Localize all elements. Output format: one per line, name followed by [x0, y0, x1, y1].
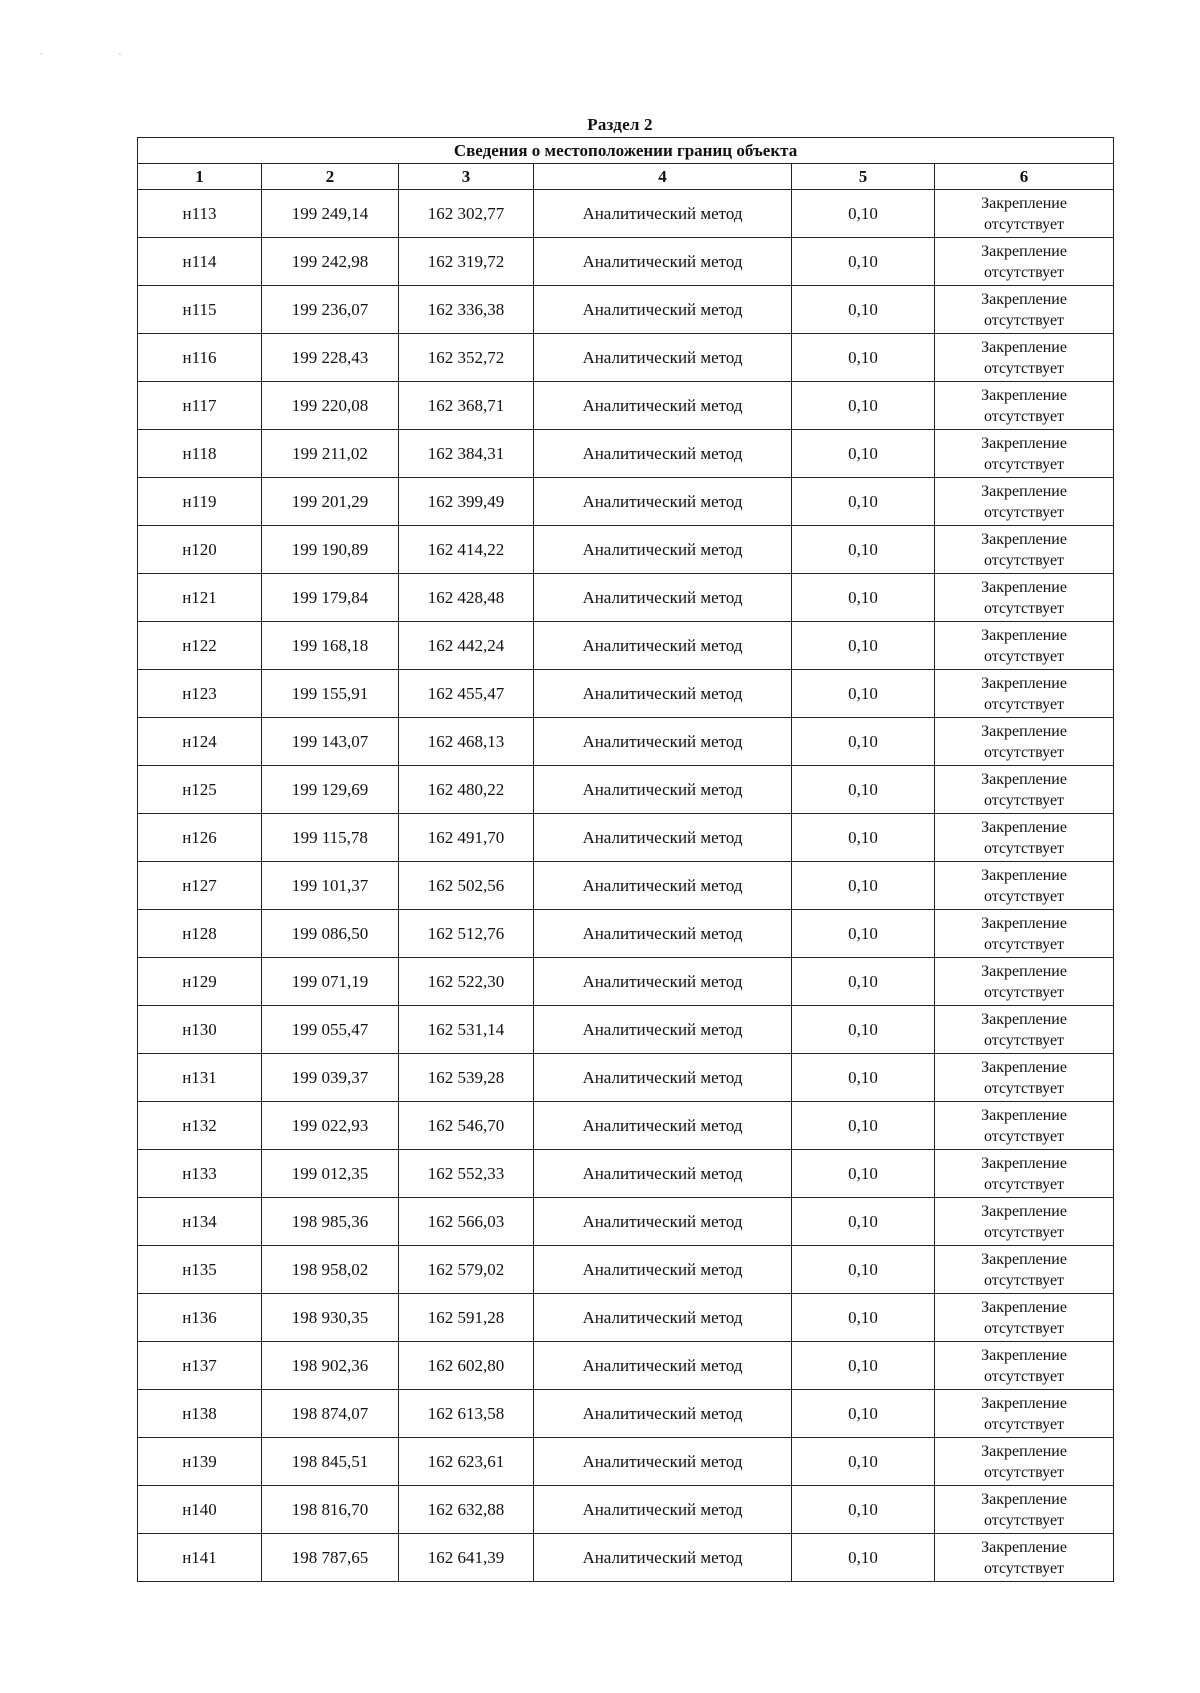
fixation-line2: отсутствует: [984, 1079, 1065, 1097]
point-id-cell: н119: [138, 478, 262, 526]
fixation-cell: [935, 478, 1114, 526]
fixation-line2: отсутствует: [984, 695, 1065, 713]
fixation-line1: Закрепление: [981, 530, 1067, 548]
fixation-line1: Закрепление: [981, 1442, 1067, 1460]
accuracy-cell: 0,10: [792, 1390, 935, 1438]
fixation-line2: отсутствует: [984, 1175, 1065, 1193]
fixation-line1: Закрепление: [981, 1010, 1067, 1028]
fixation-cell: [935, 1438, 1114, 1486]
table-caption: Сведения о местоположении границ объекта: [138, 138, 1114, 164]
fixation-line2: отсутствует: [984, 551, 1065, 569]
point-id-cell: н141: [138, 1534, 262, 1582]
x-coordinate-cell: 198 930,35: [262, 1294, 399, 1342]
accuracy-cell: 0,10: [792, 334, 935, 382]
y-coordinate-cell: 162 442,24: [399, 622, 534, 670]
x-coordinate-cell: 199 101,37: [262, 862, 399, 910]
table-row: [138, 1246, 1114, 1294]
fixation-line2: отсутствует: [984, 935, 1065, 953]
fixation-cell: [935, 814, 1114, 862]
x-coordinate-cell: 199 236,07: [262, 286, 399, 334]
point-id-cell: н116: [138, 334, 262, 382]
point-id-cell: н123: [138, 670, 262, 718]
fixation-cell: [935, 430, 1114, 478]
point-id-cell: н127: [138, 862, 262, 910]
x-coordinate-cell: 199 228,43: [262, 334, 399, 382]
table-row: [138, 1294, 1114, 1342]
method-cell: Аналитический метод: [534, 1102, 792, 1150]
fixation-line2: отсутствует: [984, 215, 1065, 233]
y-coordinate-cell: 162 602,80: [399, 1342, 534, 1390]
y-coordinate-cell: 162 552,33: [399, 1150, 534, 1198]
accuracy-cell: 0,10: [792, 1294, 935, 1342]
table-row: [138, 718, 1114, 766]
accuracy-cell: 0,10: [792, 478, 935, 526]
table-row: [138, 1006, 1114, 1054]
accuracy-cell: 0,10: [792, 670, 935, 718]
fixation-cell: [935, 1102, 1114, 1150]
table-row: [138, 1486, 1114, 1534]
table-row: [138, 334, 1114, 382]
x-coordinate-cell: 199 168,18: [262, 622, 399, 670]
fixation-line1: Закрепление: [981, 1346, 1067, 1364]
point-id-cell: н134: [138, 1198, 262, 1246]
y-coordinate-cell: 162 623,61: [399, 1438, 534, 1486]
fixation-line2: отсутствует: [984, 455, 1065, 473]
y-coordinate-cell: 162 384,31: [399, 430, 534, 478]
fixation-line2: отсутствует: [984, 1271, 1065, 1289]
table-row: [138, 478, 1114, 526]
accuracy-cell: 0,10: [792, 862, 935, 910]
fixation-line1: Закрепление: [981, 242, 1067, 260]
fixation-line2: отсутствует: [984, 887, 1065, 905]
accuracy-cell: 0,10: [792, 766, 935, 814]
point-id-cell: н120: [138, 526, 262, 574]
method-cell: Аналитический метод: [534, 1486, 792, 1534]
y-coordinate-cell: 162 531,14: [399, 1006, 534, 1054]
point-id-cell: н137: [138, 1342, 262, 1390]
fixation-line2: отсутствует: [984, 503, 1065, 521]
accuracy-cell: 0,10: [792, 1534, 935, 1582]
table-row: [138, 286, 1114, 334]
method-cell: Аналитический метод: [534, 718, 792, 766]
y-coordinate-cell: 162 455,47: [399, 670, 534, 718]
method-cell: Аналитический метод: [534, 670, 792, 718]
table-row: [138, 190, 1114, 238]
y-coordinate-cell: 162 632,88: [399, 1486, 534, 1534]
accuracy-cell: 0,10: [792, 286, 935, 334]
fixation-line2: отсутствует: [984, 407, 1065, 425]
fixation-cell: [935, 238, 1114, 286]
accuracy-cell: 0,10: [792, 718, 935, 766]
table-row: [138, 1150, 1114, 1198]
y-coordinate-cell: 162 302,77: [399, 190, 534, 238]
y-coordinate-cell: 162 502,56: [399, 862, 534, 910]
method-cell: Аналитический метод: [534, 814, 792, 862]
x-coordinate-cell: 199 129,69: [262, 766, 399, 814]
x-coordinate-cell: 198 902,36: [262, 1342, 399, 1390]
fixation-line1: Закрепление: [981, 1058, 1067, 1076]
fixation-cell: [935, 286, 1114, 334]
point-id-cell: н125: [138, 766, 262, 814]
fixation-line1: Закрепление: [981, 674, 1067, 692]
y-coordinate-cell: 162 566,03: [399, 1198, 534, 1246]
accuracy-cell: 0,10: [792, 1198, 935, 1246]
x-coordinate-cell: 199 039,37: [262, 1054, 399, 1102]
table-row: [138, 1390, 1114, 1438]
y-coordinate-cell: 162 522,30: [399, 958, 534, 1006]
method-cell: Аналитический метод: [534, 478, 792, 526]
x-coordinate-cell: 198 816,70: [262, 1486, 399, 1534]
method-cell: Аналитический метод: [534, 286, 792, 334]
x-coordinate-cell: 199 242,98: [262, 238, 399, 286]
accuracy-cell: 0,10: [792, 1246, 935, 1294]
method-cell: Аналитический метод: [534, 1534, 792, 1582]
accuracy-cell: 0,10: [792, 1150, 935, 1198]
point-id-cell: н121: [138, 574, 262, 622]
method-cell: Аналитический метод: [534, 1054, 792, 1102]
fixation-line1: Закрепление: [981, 194, 1067, 212]
method-cell: Аналитический метод: [534, 1438, 792, 1486]
accuracy-cell: 0,10: [792, 910, 935, 958]
fixation-line1: Закрепление: [981, 866, 1067, 884]
x-coordinate-cell: 198 958,02: [262, 1246, 399, 1294]
x-coordinate-cell: 199 155,91: [262, 670, 399, 718]
boundary-coordinates-table: [137, 137, 1114, 1582]
fixation-line2: отсутствует: [984, 263, 1065, 281]
fixation-line1: Закрепление: [981, 1538, 1067, 1556]
y-coordinate-cell: 162 579,02: [399, 1246, 534, 1294]
point-id-cell: н130: [138, 1006, 262, 1054]
x-coordinate-cell: 199 211,02: [262, 430, 399, 478]
accuracy-cell: 0,10: [792, 1438, 935, 1486]
fixation-line2: отсутствует: [984, 1415, 1065, 1433]
fixation-line1: Закрепление: [981, 338, 1067, 356]
x-coordinate-cell: 199 249,14: [262, 190, 399, 238]
point-id-cell: н117: [138, 382, 262, 430]
y-coordinate-cell: 162 368,71: [399, 382, 534, 430]
x-coordinate-cell: 199 071,19: [262, 958, 399, 1006]
fixation-line2: отсутствует: [984, 1031, 1065, 1049]
point-id-cell: н115: [138, 286, 262, 334]
point-id-cell: н133: [138, 1150, 262, 1198]
point-id-cell: н113: [138, 190, 262, 238]
method-cell: Аналитический метод: [534, 334, 792, 382]
point-id-cell: н135: [138, 1246, 262, 1294]
point-id-cell: н126: [138, 814, 262, 862]
accuracy-cell: 0,10: [792, 190, 935, 238]
y-coordinate-cell: 162 613,58: [399, 1390, 534, 1438]
column-number: 3: [399, 164, 534, 190]
fixation-line1: Закрепление: [981, 386, 1067, 404]
point-id-cell: н129: [138, 958, 262, 1006]
table-row: [138, 238, 1114, 286]
x-coordinate-cell: 199 022,93: [262, 1102, 399, 1150]
fixation-cell: [935, 670, 1114, 718]
fixation-cell: [935, 1342, 1114, 1390]
column-number: 5: [792, 164, 935, 190]
method-cell: Аналитический метод: [534, 1150, 792, 1198]
fixation-line2: отсутствует: [984, 1511, 1065, 1529]
method-cell: Аналитический метод: [534, 1294, 792, 1342]
table-row: [138, 1534, 1114, 1582]
method-cell: Аналитический метод: [534, 622, 792, 670]
x-coordinate-cell: 199 179,84: [262, 574, 399, 622]
x-coordinate-cell: 199 143,07: [262, 718, 399, 766]
y-coordinate-cell: 162 319,72: [399, 238, 534, 286]
accuracy-cell: 0,10: [792, 814, 935, 862]
fixation-line1: Закрепление: [981, 1202, 1067, 1220]
fixation-cell: [935, 526, 1114, 574]
fixation-line1: Закрепление: [981, 626, 1067, 644]
method-cell: Аналитический метод: [534, 1198, 792, 1246]
fixation-line1: Закрепление: [981, 1490, 1067, 1508]
method-cell: Аналитический метод: [534, 958, 792, 1006]
accuracy-cell: 0,10: [792, 1342, 935, 1390]
point-id-cell: н131: [138, 1054, 262, 1102]
fixation-cell: [935, 1054, 1114, 1102]
fixation-line2: отсутствует: [984, 1319, 1065, 1337]
fixation-line2: отсутствует: [984, 359, 1065, 377]
x-coordinate-cell: 199 086,50: [262, 910, 399, 958]
method-cell: Аналитический метод: [534, 190, 792, 238]
method-cell: Аналитический метод: [534, 430, 792, 478]
method-cell: Аналитический метод: [534, 766, 792, 814]
table-row: [138, 1438, 1114, 1486]
fixation-line2: отсутствует: [984, 1127, 1065, 1145]
accuracy-cell: 0,10: [792, 526, 935, 574]
fixation-cell: [935, 1246, 1114, 1294]
fixation-cell: [935, 1390, 1114, 1438]
method-cell: Аналитический метод: [534, 1006, 792, 1054]
x-coordinate-cell: 199 220,08: [262, 382, 399, 430]
fixation-line2: отсутствует: [984, 647, 1065, 665]
accuracy-cell: 0,10: [792, 382, 935, 430]
fixation-cell: [935, 1006, 1114, 1054]
method-cell: Аналитический метод: [534, 910, 792, 958]
fixation-line2: отсутствует: [984, 1223, 1065, 1241]
point-id-cell: н138: [138, 1390, 262, 1438]
accuracy-cell: 0,10: [792, 958, 935, 1006]
fixation-line2: отсутствует: [984, 1367, 1065, 1385]
table-row: [138, 766, 1114, 814]
fixation-cell: [935, 334, 1114, 382]
y-coordinate-cell: 162 539,28: [399, 1054, 534, 1102]
accuracy-cell: 0,10: [792, 238, 935, 286]
x-coordinate-cell: 198 845,51: [262, 1438, 399, 1486]
fixation-cell: [935, 1486, 1114, 1534]
fixation-line1: Закрепление: [981, 1394, 1067, 1412]
fixation-line1: Закрепление: [981, 482, 1067, 500]
accuracy-cell: 0,10: [792, 574, 935, 622]
table-row: [138, 670, 1114, 718]
table-row: [138, 1198, 1114, 1246]
point-id-cell: н136: [138, 1294, 262, 1342]
x-coordinate-cell: 199 201,29: [262, 478, 399, 526]
x-coordinate-cell: 198 787,65: [262, 1534, 399, 1582]
x-coordinate-cell: 198 985,36: [262, 1198, 399, 1246]
accuracy-cell: 0,10: [792, 430, 935, 478]
fixation-cell: [935, 574, 1114, 622]
fixation-cell: [935, 910, 1114, 958]
fixation-line2: отсутствует: [984, 983, 1065, 1001]
point-id-cell: н118: [138, 430, 262, 478]
fixation-line1: Закрепление: [981, 962, 1067, 980]
table-row: [138, 526, 1114, 574]
y-coordinate-cell: 162 428,48: [399, 574, 534, 622]
fixation-line1: Закрепление: [981, 578, 1067, 596]
fixation-line1: Закрепление: [981, 722, 1067, 740]
section-label: Раздел 2: [587, 115, 653, 134]
x-coordinate-cell: 199 190,89: [262, 526, 399, 574]
method-cell: Аналитический метод: [534, 238, 792, 286]
fixation-line1: Закрепление: [981, 818, 1067, 836]
y-coordinate-cell: 162 641,39: [399, 1534, 534, 1582]
method-cell: Аналитический метод: [534, 1246, 792, 1294]
column-number: 2: [262, 164, 399, 190]
accuracy-cell: 0,10: [792, 1102, 935, 1150]
table-body: [138, 190, 1114, 1582]
fixation-line2: отсутствует: [984, 1463, 1065, 1481]
accuracy-cell: 0,10: [792, 622, 935, 670]
method-cell: Аналитический метод: [534, 1342, 792, 1390]
table-row: [138, 1342, 1114, 1390]
y-coordinate-cell: 162 491,70: [399, 814, 534, 862]
fixation-line2: отсутствует: [984, 311, 1065, 329]
y-coordinate-cell: 162 468,13: [399, 718, 534, 766]
x-coordinate-cell: 198 874,07: [262, 1390, 399, 1438]
y-coordinate-cell: 162 591,28: [399, 1294, 534, 1342]
fixation-cell: [935, 1198, 1114, 1246]
scan-specks: · ·: [40, 50, 122, 59]
column-number: 4: [534, 164, 792, 190]
point-id-cell: н132: [138, 1102, 262, 1150]
fixation-cell: [935, 766, 1114, 814]
method-cell: Аналитический метод: [534, 862, 792, 910]
y-coordinate-cell: 162 352,72: [399, 334, 534, 382]
table-row: [138, 1102, 1114, 1150]
fixation-line1: Закрепление: [981, 290, 1067, 308]
point-id-cell: н128: [138, 910, 262, 958]
point-id-cell: н140: [138, 1486, 262, 1534]
x-coordinate-cell: 199 115,78: [262, 814, 399, 862]
fixation-line2: отсутствует: [984, 791, 1065, 809]
fixation-line1: Закрепление: [981, 1106, 1067, 1124]
accuracy-cell: 0,10: [792, 1054, 935, 1102]
point-id-cell: н114: [138, 238, 262, 286]
fixation-line2: отсутствует: [984, 839, 1065, 857]
fixation-cell: [935, 1150, 1114, 1198]
fixation-cell: [935, 862, 1114, 910]
table-row: [138, 382, 1114, 430]
table-row: [138, 910, 1114, 958]
table-row: [138, 862, 1114, 910]
fixation-line2: отсутствует: [984, 1559, 1065, 1577]
x-coordinate-cell: 199 012,35: [262, 1150, 399, 1198]
table-row: [138, 814, 1114, 862]
method-cell: Аналитический метод: [534, 1390, 792, 1438]
fixation-line2: отсутствует: [984, 743, 1065, 761]
point-id-cell: н139: [138, 1438, 262, 1486]
column-number: 1: [138, 164, 262, 190]
y-coordinate-cell: 162 546,70: [399, 1102, 534, 1150]
table-row: [138, 622, 1114, 670]
point-id-cell: н124: [138, 718, 262, 766]
method-cell: Аналитический метод: [534, 574, 792, 622]
fixation-line1: Закрепление: [981, 1154, 1067, 1172]
fixation-line1: Закрепление: [981, 914, 1067, 932]
table-row: [138, 1054, 1114, 1102]
fixation-cell: [935, 382, 1114, 430]
fixation-cell: [935, 190, 1114, 238]
y-coordinate-cell: 162 336,38: [399, 286, 534, 334]
column-number: 6: [935, 164, 1114, 190]
y-coordinate-cell: 162 399,49: [399, 478, 534, 526]
table-row: [138, 574, 1114, 622]
fixation-cell: [935, 1294, 1114, 1342]
y-coordinate-cell: 162 414,22: [399, 526, 534, 574]
table-row: [138, 430, 1114, 478]
y-coordinate-cell: 162 512,76: [399, 910, 534, 958]
fixation-cell: [935, 622, 1114, 670]
fixation-line1: Закрепление: [981, 434, 1067, 452]
method-cell: Аналитический метод: [534, 382, 792, 430]
accuracy-cell: 0,10: [792, 1006, 935, 1054]
fixation-cell: [935, 718, 1114, 766]
fixation-cell: [935, 958, 1114, 1006]
fixation-line2: отсутствует: [984, 599, 1065, 617]
y-coordinate-cell: 162 480,22: [399, 766, 534, 814]
fixation-line1: Закрепление: [981, 1298, 1067, 1316]
fixation-cell: [935, 1534, 1114, 1582]
accuracy-cell: 0,10: [792, 1486, 935, 1534]
fixation-line1: Закрепление: [981, 1250, 1067, 1268]
fixation-line1: Закрепление: [981, 770, 1067, 788]
table-row: [138, 958, 1114, 1006]
method-cell: Аналитический метод: [534, 526, 792, 574]
x-coordinate-cell: 199 055,47: [262, 1006, 399, 1054]
point-id-cell: н122: [138, 622, 262, 670]
